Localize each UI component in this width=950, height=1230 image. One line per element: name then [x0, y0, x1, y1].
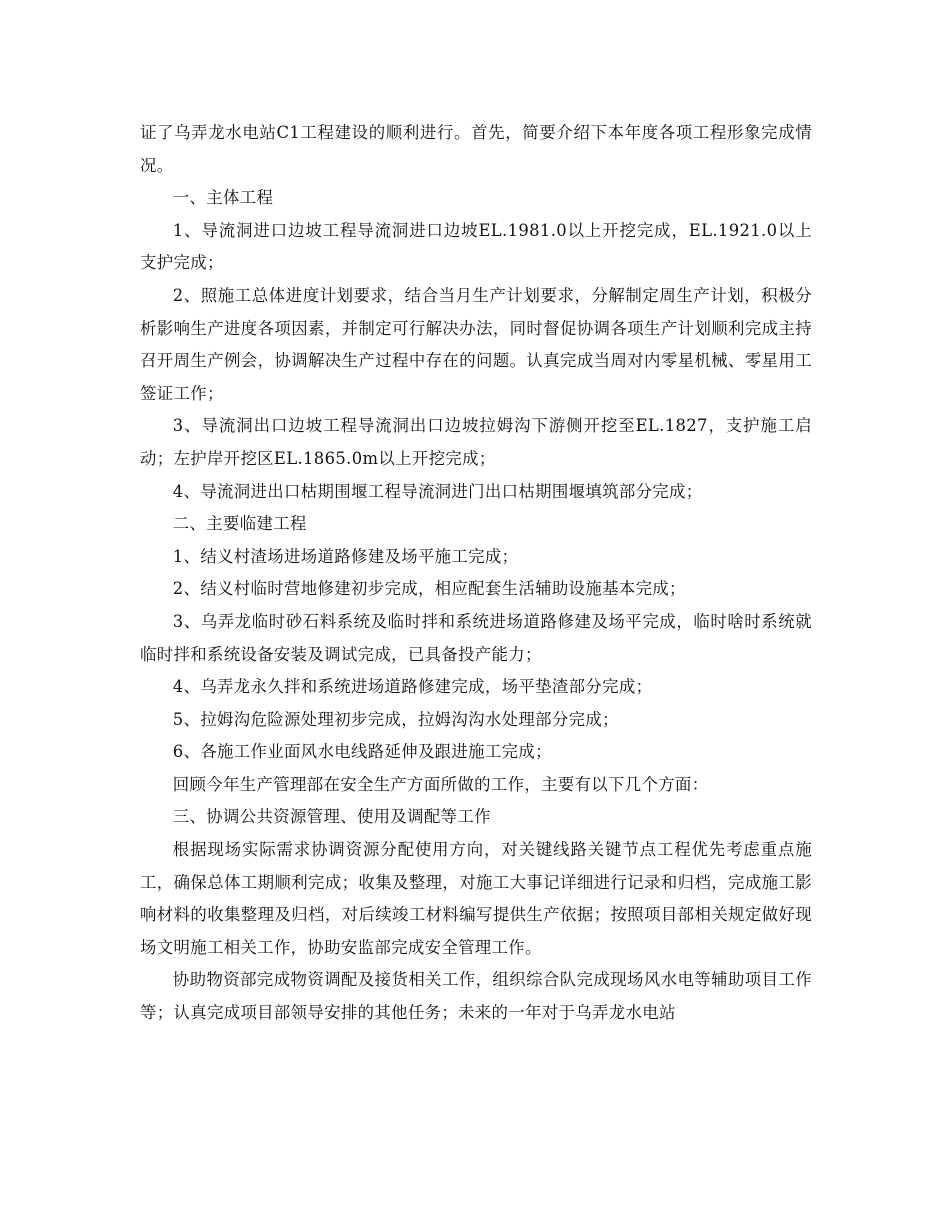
- section-heading: 三、协调公共资源管理、使用及调配等工作: [172, 807, 491, 827]
- section-heading: 二、主要临建工程: [172, 514, 307, 534]
- paragraph: 回顾今年生产管理部在安全生产方面所做的工作，主要有以下几个方面：: [172, 774, 709, 794]
- paragraph: 1、结义村渣场进场道路修建及场平施工完成；: [172, 546, 519, 566]
- paragraph: 证了乌弄龙水电站C1工程建设的顺利进行。首先，简要介绍下本年度各项工程形象完成情况。: [140, 123, 812, 175]
- paragraph: 6、各施工作业面风水电线路延伸及跟进施工完成；: [172, 742, 552, 762]
- section-heading: 一、主体工程: [172, 188, 274, 208]
- paragraph: 1、导流洞进口边坡工程导流洞进口边坡EL.1981.0以上开挖完成，EL.1921.0以上支护完成；: [140, 220, 812, 273]
- paragraph: 4、乌弄龙永久拌和系统进场道路修建完成，场平垫渣部分完成；: [172, 677, 653, 697]
- paragraph: 3、导流洞出口边坡工程导流洞出口边坡拉姆沟下游侧开挖至EL.1827，支护施工启动；左护岸开挖区EL.1865.0m以上开挖完成；: [140, 416, 812, 468]
- paragraph: 3、乌弄龙临时砂石料系统及临时拌和系统进场道路修建及场平完成，临时啥时系统就临时拌和系统设备安装及调试完成，已具备投产能力；: [140, 611, 812, 664]
- paragraph: 2、照施工总体进度计划要求，结合当月生产计划要求，分解制定周生产计划，积极分析影响生产进度各项因素，并制定可行解决办法，同时督促协调各项生产计划顺利完成主持召开周生产例会，协调解决生产过程中存在的问题。认真完成当周对内零星机械、零星用工签证工作；: [140, 285, 812, 403]
- paragraph: 2、结义村临时营地修建初步完成，相应配套生活辅助设施基本完成；: [172, 579, 686, 599]
- paragraph: 协助物资部完成物资调配及接货相关工作，组织综合队完成现场风水电等辅助项目工作等；认真完成项目部领导安排的其他任务；未来的一年对于乌弄龙水电站: [140, 970, 812, 1023]
- document-body: [140, 117, 812, 1030]
- paragraph: 5、拉姆沟危险源处理初步完成，拉姆沟沟水处理部分完成；: [172, 709, 619, 729]
- paragraph: 4、导流洞进出口枯期围堰工程导流洞进门出口枯期围堰填筑部分完成；: [172, 481, 703, 501]
- paragraph: 根据现场实际需求协调资源分配使用方向，对关键线路关键节点工程优先考虑重点施工，确保总体工期顺利完成；收集及整理，对施工大事记详细进行记录和归档，完成施工影响材料的收集整理及归档，对后续竣工材料编写提供生产依据；按照项目部相关规定做好现场文明施工相关工作，协助安监部完成安全管理工作。: [140, 840, 812, 957]
